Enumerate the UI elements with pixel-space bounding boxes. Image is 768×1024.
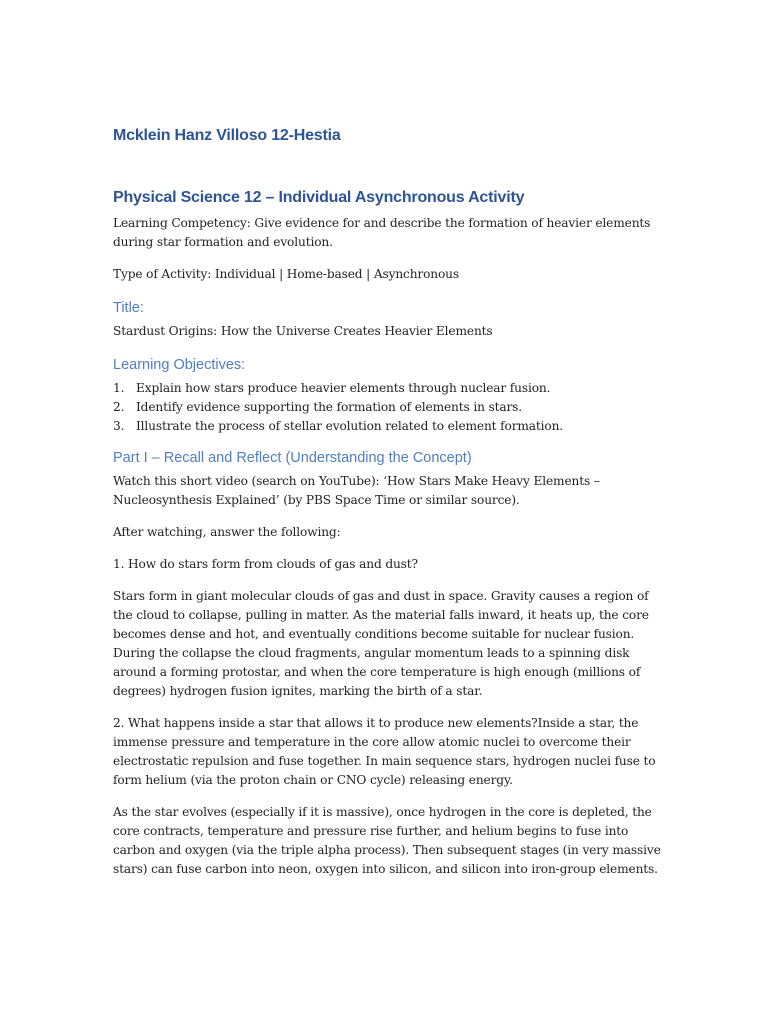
author-name: Mcklein Hanz Villoso 12-Hestia	[113, 127, 341, 144]
list-item-number: 2.	[113, 400, 125, 414]
title-heading: Title:	[113, 300, 144, 316]
list-item-text: Explain how stars produce heavier elements through nuclear fusion.	[136, 381, 551, 395]
answer-2-continued: As the star evolves (especially if it is massive), once hydrogen in the core is depleted, the core contracts, temperature and pressure rise further, and helium begins to fuse into carbon and oxygen (via the triple alpha process). Then subsequent stages (in very massive stars) can fuse carbon into neon, oxygen into silicon, and silicon into iron-group elements.	[113, 805, 661, 876]
after-watching-text: After watching, answer the following:	[113, 525, 341, 539]
objectives-list	[113, 379, 661, 436]
list-item	[113, 379, 661, 398]
list-item-text: Identify evidence supporting the formation of elements in stars.	[136, 400, 522, 414]
list-item-number: 3.	[113, 419, 125, 433]
list-item-text: Illustrate the process of stellar evolution related to element formation.	[136, 419, 564, 433]
list-item	[113, 398, 661, 417]
list-item	[113, 417, 661, 436]
learning-competency: Learning Competency: Give evidence for and describe the formation of heavier elements during star formation and evolution.	[113, 216, 651, 249]
list-item-number: 1.	[113, 381, 125, 395]
part1-heading: Part I – Recall and Reflect (Understanding the Concept)	[113, 450, 472, 466]
activity-type: Type of Activity: Individual | Home-based | Asynchronous	[113, 267, 459, 281]
document-title: Physical Science 12 – Individual Asynchronous Activity	[113, 189, 525, 206]
question-1: 1. How do stars form from clouds of gas and dust?	[113, 557, 418, 571]
activity-title: Stardust Origins: How the Universe Creates Heavier Elements	[113, 324, 493, 338]
objectives-heading: Learning Objectives:	[113, 357, 246, 373]
document-page	[113, 124, 661, 892]
video-instruction: Watch this short video (search on YouTube): ‘How Stars Make Heavy Elements – Nucleosynthesis Explained’ (by PBS Space Time or similar source).	[113, 474, 600, 507]
question-2-answer: 2. What happens inside a star that allows it to produce new elements?Inside a star, the immense pressure and temperature in the core allow atomic nuclei to overcome their electrostatic repulsion and fuse together. In main sequence stars, hydrogen nuclei fuse to form helium (via the proton chain or CNO cycle) releasing energy.	[113, 716, 656, 787]
answer-1: Stars form in giant molecular clouds of gas and dust in space. Gravity causes a region of the cloud to collapse, pulling in matter. As the material falls inward, it heats up, the core becomes dense and hot, and eventually conditions become suitable for nuclear fusion. During the collapse the cloud fragments, angular momentum leads to a spinning disk around a forming protostar, and when the core temperature is high enough (millions of degrees) hydrogen fusion ignites, marking the birth of a star.	[113, 589, 649, 698]
